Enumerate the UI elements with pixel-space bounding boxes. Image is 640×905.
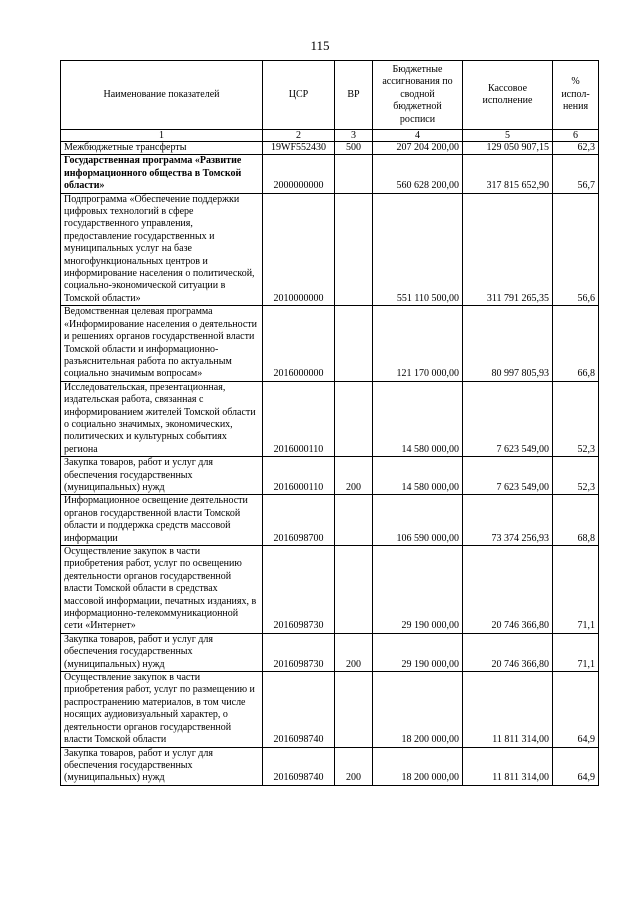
page-number: 115 (310, 38, 330, 53)
table-row (61, 306, 599, 381)
table-row (61, 457, 599, 495)
cell-name: Закупка товаров, работ и услуг для обеспечения государственных (муниципальных) нужд (61, 747, 263, 785)
cell-name: Ведомственная целевая программа «Информирование населения о деятельности и решениях органов государственной власти Томской области и информационно-разъяснительная работа по актуальным социально значимым вопросам» (61, 306, 263, 381)
header-budget: Бюджетные ассигнования по сводной бюджетной росписи (373, 61, 463, 130)
cell-cash: 20 746 366,80 (463, 546, 553, 634)
table-row (61, 672, 599, 747)
column-number: 6 (553, 130, 599, 142)
cell-vr: 200 (335, 747, 373, 785)
cell-name: Осуществление закупок в части приобретения работ, услуг по размещению и распространению материалов, в том числе носящих аудиовизуальный характер, о деятельности органов государственной власти Томской области (61, 672, 263, 747)
table-row (61, 381, 599, 456)
table-row (61, 546, 599, 634)
cell-percent: 64,9 (553, 747, 599, 785)
column-number: 4 (373, 130, 463, 142)
cell-budget: 14 580 000,00 (373, 457, 463, 495)
header-row (61, 61, 599, 130)
cell-csr: 19WF552430 (263, 142, 335, 155)
header-csr: ЦСР (263, 61, 335, 130)
cell-cash: 7 623 549,00 (463, 381, 553, 456)
cell-vr (335, 672, 373, 747)
cell-percent: 68,8 (553, 495, 599, 546)
column-number: 1 (61, 130, 263, 142)
cell-csr: 2016098740 (263, 672, 335, 747)
cell-percent: 62,3 (553, 142, 599, 155)
cell-percent: 66,8 (553, 306, 599, 381)
cell-csr: 2016000110 (263, 457, 335, 495)
column-number: 5 (463, 130, 553, 142)
cell-budget: 560 628 200,00 (373, 155, 463, 193)
cell-name: Закупка товаров, работ и услуг для обеспечения государственных (муниципальных) нужд (61, 457, 263, 495)
column-number: 3 (335, 130, 373, 142)
table-row (61, 633, 599, 671)
cell-budget: 551 110 500,00 (373, 193, 463, 306)
cell-vr: 200 (335, 457, 373, 495)
cell-csr: 2016098700 (263, 495, 335, 546)
cell-name: Закупка товаров, работ и услуг для обеспечения государственных (муниципальных) нужд (61, 633, 263, 671)
cell-percent: 56,6 (553, 193, 599, 306)
cell-vr: 200 (335, 633, 373, 671)
cell-vr (335, 495, 373, 546)
cell-csr: 2010000000 (263, 193, 335, 306)
cell-csr: 2016098740 (263, 747, 335, 785)
cell-percent: 56,7 (553, 155, 599, 193)
cell-vr (335, 546, 373, 634)
column-number: 2 (263, 130, 335, 142)
header-percent: % испол-нения (553, 61, 599, 130)
table-row (61, 193, 599, 306)
cell-percent: 71,1 (553, 546, 599, 634)
cell-budget: 121 170 000,00 (373, 306, 463, 381)
cell-name: Государственная программа «Развитие информационного общества в Томской области» (61, 155, 263, 193)
cell-cash: 311 791 265,35 (463, 193, 553, 306)
cell-percent: 52,3 (553, 457, 599, 495)
table-row (61, 495, 599, 546)
cell-budget: 18 200 000,00 (373, 672, 463, 747)
cell-budget: 29 190 000,00 (373, 546, 463, 634)
cell-cash: 7 623 549,00 (463, 457, 553, 495)
cell-csr: 2016000110 (263, 381, 335, 456)
cell-cash: 73 374 256,93 (463, 495, 553, 546)
cell-budget: 207 204 200,00 (373, 142, 463, 155)
cell-csr: 2016098730 (263, 546, 335, 634)
header-name: Наименование показателей (61, 61, 263, 130)
cell-name: Информационное освещение деятельности органов государственной власти Томской области и поддержка средств массовой информации (61, 495, 263, 546)
cell-cash: 129 050 907,15 (463, 142, 553, 155)
cell-budget: 14 580 000,00 (373, 381, 463, 456)
cell-csr: 2016098730 (263, 633, 335, 671)
cell-vr: 500 (335, 142, 373, 155)
budget-execution-table (60, 60, 599, 786)
header-vr: ВР (335, 61, 373, 130)
cell-cash: 80 997 805,93 (463, 306, 553, 381)
table-row (61, 155, 599, 193)
cell-csr: 2016000000 (263, 306, 335, 381)
cell-budget: 29 190 000,00 (373, 633, 463, 671)
cell-percent: 71,1 (553, 633, 599, 671)
cell-name: Межбюджетные трансферты (61, 142, 263, 155)
header-cash: Кассовое исполнение (463, 61, 553, 130)
cell-name: Подпрограмма «Обеспечение поддержки цифровых технологий в сфере государственного управления, предоставление государственных и муниципальных услуг на базе многофункциональных центров и информирование населения о политической, социально-экономической ситуации в Томской области» (61, 193, 263, 306)
cell-cash: 11 811 314,00 (463, 747, 553, 785)
cell-budget: 18 200 000,00 (373, 747, 463, 785)
cell-percent: 64,9 (553, 672, 599, 747)
cell-vr (335, 155, 373, 193)
cell-cash: 11 811 314,00 (463, 672, 553, 747)
cell-cash: 20 746 366,80 (463, 633, 553, 671)
cell-name: Осуществление закупок в части приобретения работ, услуг по освещению деятельности органов государственной власти Томской области в средствах массовой информации, печатных изданиях, в информационно-телекоммуникационной сети «Интернет» (61, 546, 263, 634)
cell-percent: 52,3 (553, 381, 599, 456)
table-row (61, 142, 599, 155)
cell-vr (335, 306, 373, 381)
cell-vr (335, 381, 373, 456)
table-row (61, 747, 599, 785)
cell-cash: 317 815 652,90 (463, 155, 553, 193)
cell-name: Исследовательская, презентационная, издательская работа, связанная с информированием жителей Томской области о социально значимых, экономических, политических и культурных событиях региона (61, 381, 263, 456)
cell-csr: 2000000000 (263, 155, 335, 193)
cell-budget: 106 590 000,00 (373, 495, 463, 546)
column-number-row (61, 130, 599, 142)
cell-vr (335, 193, 373, 306)
